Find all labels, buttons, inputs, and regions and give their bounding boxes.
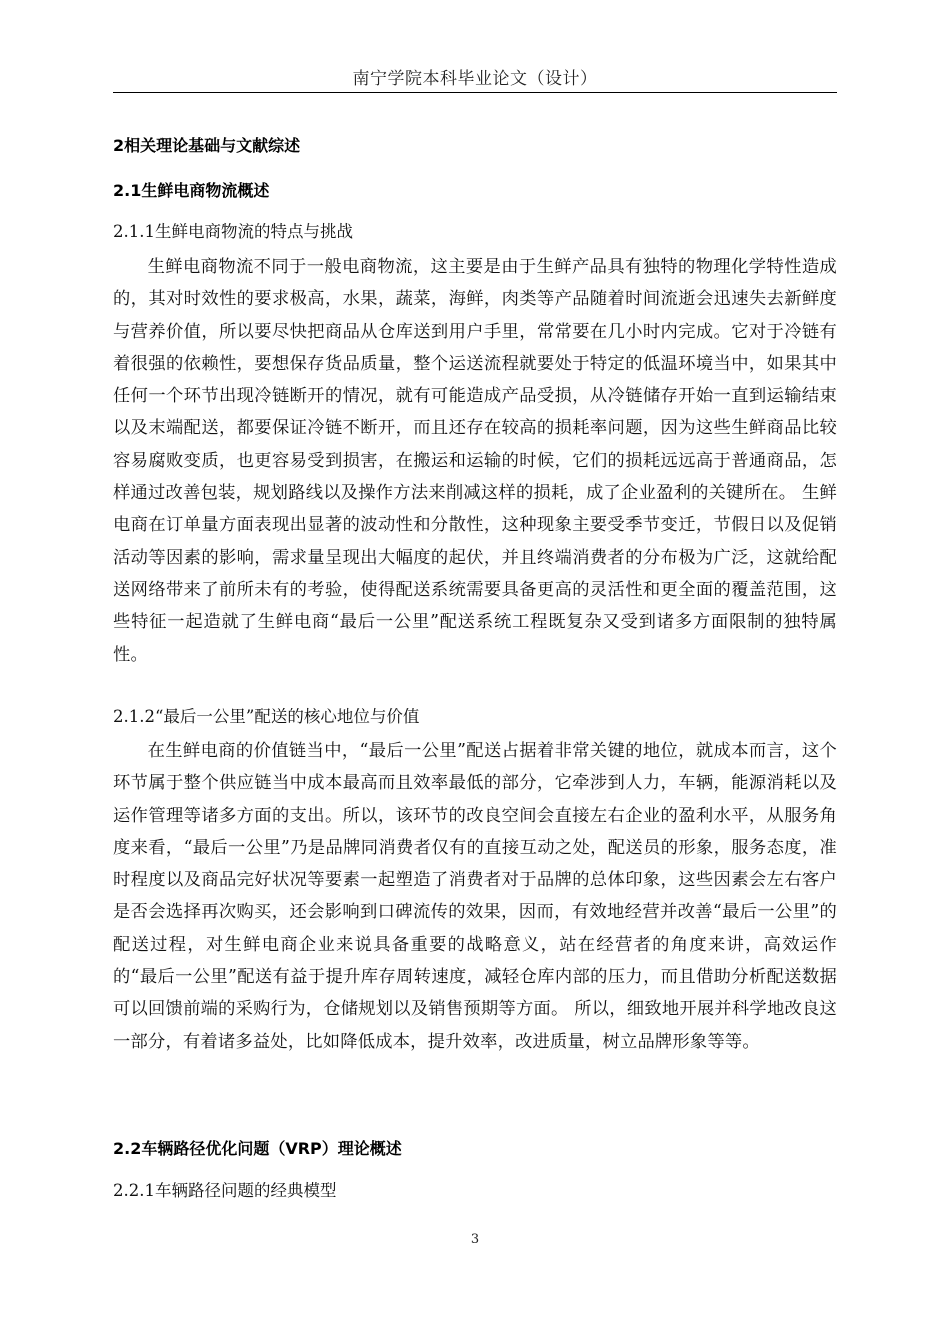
paragraph-2-1-1: 生鲜电商物流不同于一般电商物流，这主要是由于生鲜产品具有独特的物理化学特性造成的，其对时效性的要求极高，水果，蔬菜，海鲜，肉类等产品随着时间流逝会迅速失去新鲜度与营养价值，所以要尽快把商品从仓库送到用户手里，常常要在几小时内完成。它对于冷链有着很强的依赖性，要想保存货品质量，整个运送流程就要处于特定的低温环境当中，如果其中任何一个环节出现冷链断开的情况，就有可能造成产品受损，从冷链储存开始一直到运输结束以及末端配送，都要保证冷链不断开，而且还存在较高的损耗率问题，因为这些生鲜商品比较容易腐败变质，也更容易受到损害，在搬运和运输的时候，它们的损耗远远高于普通商品，怎样通过改善包装，规划路线以及操作方法来削减这样的损耗，成了企业盈利的关键所在。 生鲜电商在订单量方面表现出显著的波动性和分散性，这种现象主要受季节变迁，节假日以及促销活动等因素的影响，需求量呈现出大幅度的起伏，并且终端消费者的分布极为广泛，这就给配送网络带来了前所未有的考验，使得配送系统需要具备更高的灵活性和更全面的覆盖范围，这些特征一起造就了生鲜电商“最后一公里”配送系统工程既复杂又受到诸多方面限制的独特属性。 [113, 257, 837, 665]
section-heading-2-2: 2.2车辆路径优化问题（VRP）理论概述 [113, 1139, 402, 1158]
page-number: 3 [470, 1232, 480, 1247]
section-heading-2-1: 2.1生鲜电商物流概述 [113, 181, 270, 200]
subsection-heading-2-1-1: 2.1.1生鲜电商物流的特点与挑战 [113, 222, 353, 241]
chapter-heading: 2相关理论基础与文献综述 [113, 136, 301, 155]
subsection-heading-2-2-1: 2.2.1车辆路径问题的经典模型 [113, 1181, 337, 1200]
subsection-heading-2-1-2: 2.1.2“最后一公里”配送的核心地位与价值 [113, 707, 420, 726]
running-header: 南宁学院本科毕业论文（设计） [352, 69, 598, 89]
header-rule [113, 92, 837, 93]
paragraph-2-1-2: 在生鲜电商的价值链当中，“最后一公里”配送占据着非常关键的地位，就成本而言，这个环节属于整个供应链当中成本最高而且效率最低的部分，它牵涉到人力，车辆，能源消耗以及运作管理等诸多方面的支出。所以，该环节的改良空间会直接左右企业的盈利水平，从服务角度来看，“最后一公里”乃是品牌同消费者仅有的直接互动之处，配送员的形象，服务态度，准时程度以及商品完好状况等要素一起塑造了消费者对于品牌的总体印象，这些因素会左右客户是否会选择再次购买，还会影响到口碑流传的效果，因而，有效地经营并改善“最后一公里”的配送过程，对生鲜电商企业来说具备重要的战略意义，站在经营者的角度来讲，高效运作的“最后一公里”配送有益于提升库存周转速度，减轻仓库内部的压力，而且借助分析配送数据可以回馈前端的采购行为，仓储规划以及销售预期等方面。 所以，细致地开展并科学地改良这一部分，有着诸多益处，比如降低成本，提升效率，改进质量，树立品牌形象等等。 [113, 741, 837, 1052]
